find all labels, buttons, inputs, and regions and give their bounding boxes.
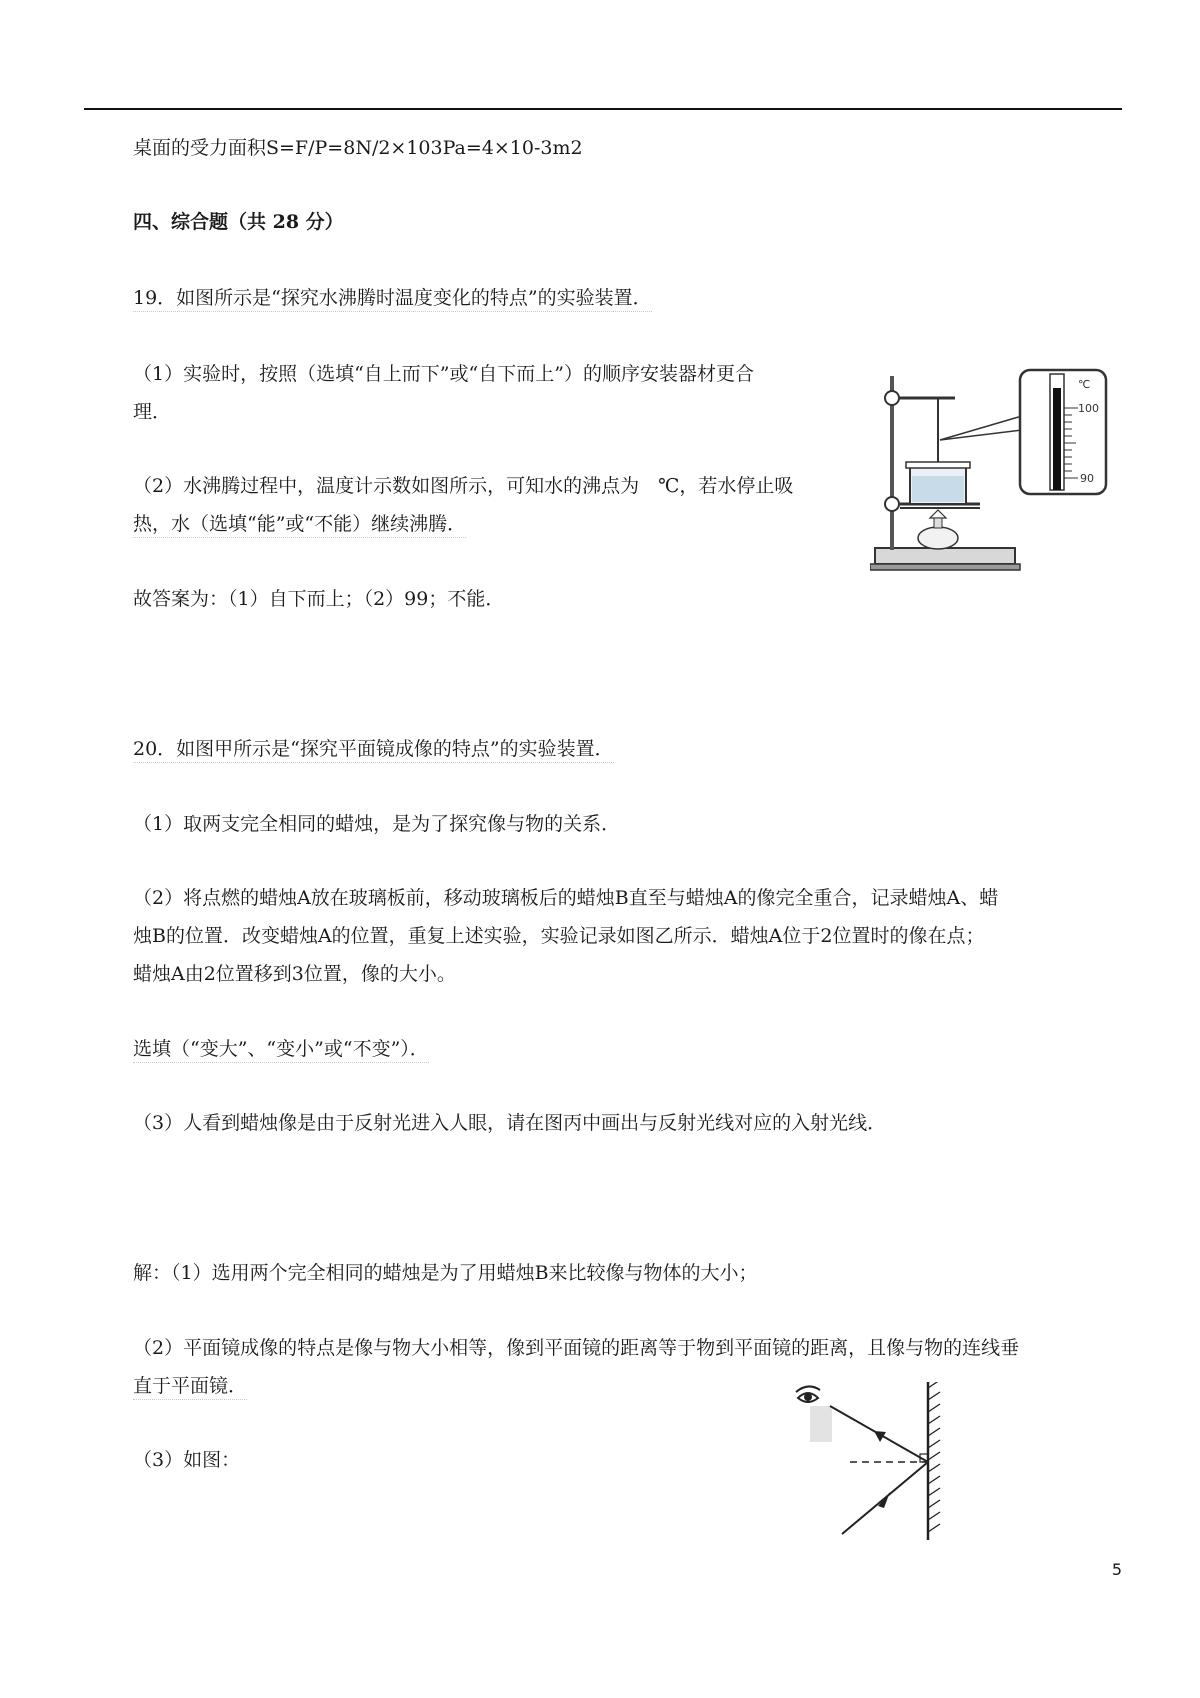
shaded-region: [810, 1406, 832, 1442]
pressure-area-line: 桌面的受力面积S=F/P=8N/2×103Pa=4×10-3m2: [133, 137, 583, 159]
solution-1: 解：（1）选用两个完全相同的蜡烛是为了用蜡烛B来比较像与物体的大小；: [133, 1262, 758, 1284]
mirror-reflection-figure: [790, 1382, 950, 1540]
q20-choice: [133, 1033, 429, 1066]
q19-part2-line1: （2）水沸腾过程中，温度计示数如图所示，可知水的沸点为 ℃，若水停止吸: [133, 475, 794, 497]
beaker: [906, 462, 970, 504]
solution-2-line1: （2）平面镜成像的特点是像与物大小相等，像到平面镜的距离等于物到平面镜的距离，且像与物的连线垂: [133, 1337, 1020, 1359]
q19-part1-line2: 理．: [133, 401, 172, 423]
q19-answer: 故答案为：（1）自下而上；（2）99；不能．: [133, 588, 505, 610]
q20-stem: [133, 733, 614, 766]
section-heading: 四、综合题（共 28 分）: [133, 211, 344, 233]
thermometer-tick-100: 100: [1078, 402, 1099, 415]
q20-part3: （3）人看到蜡烛像是由于反射光进入人眼，请在图丙中画出与反射光线对应的入射光线．: [133, 1112, 887, 1134]
q20-choice-text: 选填（“变大”、“变小”或“不变”）．: [133, 1038, 429, 1063]
q19-stem: [133, 282, 652, 315]
upper-clamp: [885, 391, 955, 405]
q20-stem-text: 20．如图甲所示是“探究平面镜成像的特点”的实验装置．: [133, 738, 614, 763]
q20-part2-line1: （2）将点燃的蜡烛A放在玻璃板前，移动玻璃板后的蜡烛B直至与蜡烛A的像完全重合，记录蜡烛A、蜡: [133, 887, 999, 909]
alcohol-lamp: [918, 510, 958, 549]
solution-2-line2: [133, 1370, 247, 1403]
incident-ray-arrow: [878, 1492, 890, 1508]
eye-icon: [796, 1386, 820, 1402]
leader-line-2: [940, 430, 1022, 440]
q19-part1-line1: （1）实验时，按照（选填“自上而下”或“自下而上”）的顺序安装器材更合: [133, 363, 754, 385]
q20-part2-line3: 蜡烛A由2位置移到3位置，像的大小。: [133, 963, 456, 985]
q19-part2-line2-text: 热，水（选填“能”或“不能）继续沸腾．: [133, 513, 466, 538]
boiling-apparatus-figure: [870, 368, 1110, 586]
thermometer-tick-90: 90: [1080, 472, 1094, 485]
q19-stem-text: 19．如图所示是“探究水沸腾时温度变化的特点”的实验装置．: [133, 287, 652, 312]
q19-part2-line2: [133, 508, 466, 541]
mirror-hatching: [928, 1382, 940, 1532]
stand-base: [870, 548, 1020, 570]
q20-part1: （1）取两支完全相同的蜡烛，是为了探究像与物的关系．: [133, 813, 621, 835]
solution-3: （3）如图：: [133, 1449, 241, 1471]
page-number: 5: [1111, 1560, 1122, 1579]
header-rule: [84, 108, 1122, 110]
leader-line: [940, 416, 1022, 440]
solution-2-line2-text: 直于平面镜．: [133, 1375, 247, 1400]
q20-part2-line2: 烛B的位置．改变蜡烛A的位置，重复上述实验，实验记录如图乙所示．蜡烛A位于2位置时的像在点；: [133, 925, 985, 947]
thermometer-unit: ℃: [1078, 378, 1091, 391]
